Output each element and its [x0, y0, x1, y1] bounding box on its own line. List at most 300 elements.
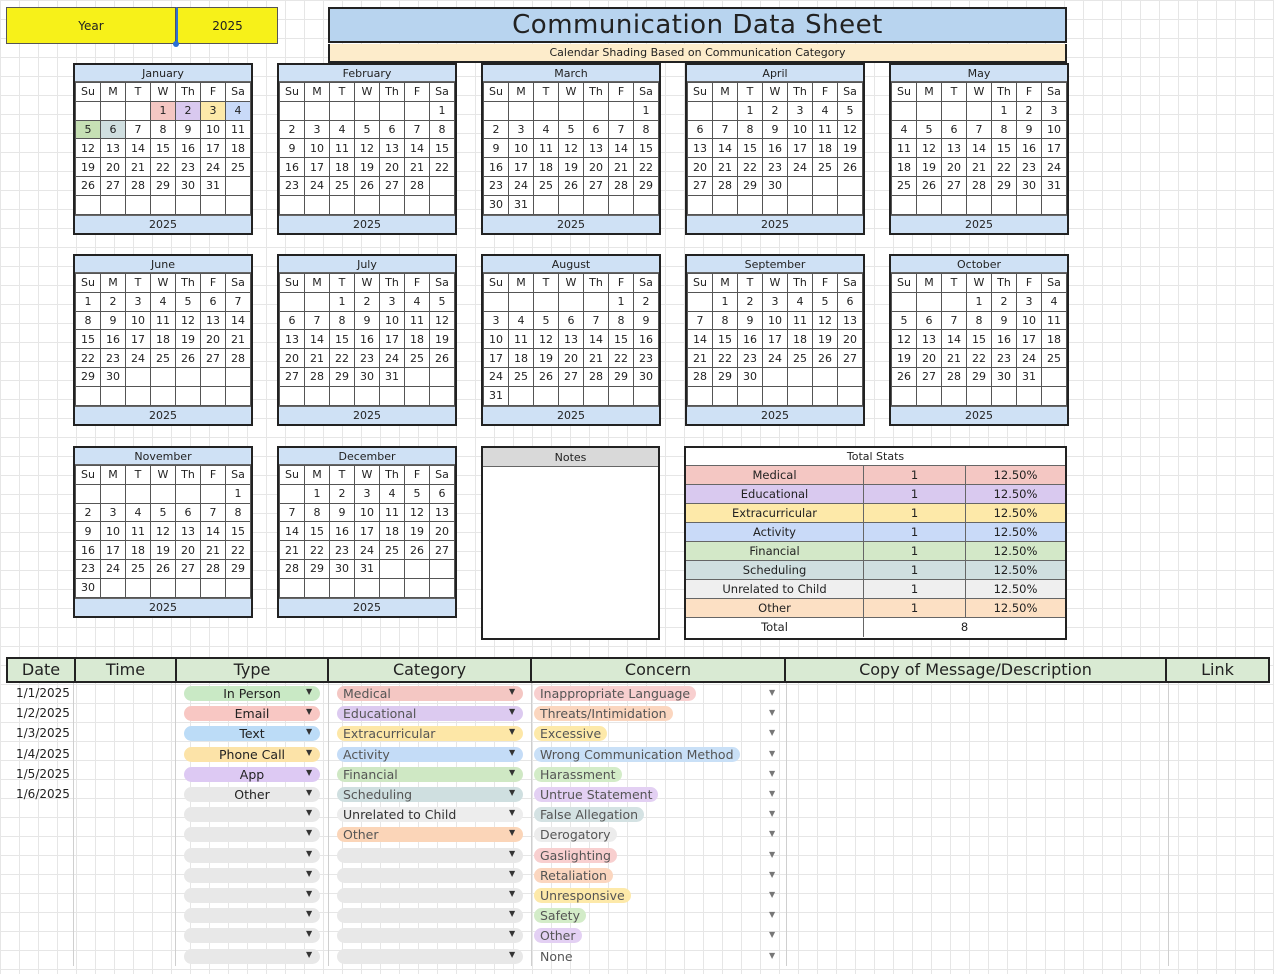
calendar-day-empty[interactable] — [305, 292, 330, 311]
category-dropdown[interactable] — [337, 827, 523, 842]
calendar-day[interactable]: 27 — [280, 367, 305, 386]
calendar-day[interactable]: 19 — [559, 158, 584, 177]
category-dropdown[interactable] — [337, 888, 523, 903]
calendar-day[interactable]: 26 — [559, 176, 584, 195]
calendar-day[interactable]: 29 — [305, 559, 330, 578]
type-dropdown[interactable] — [184, 706, 320, 721]
calendar-day[interactable]: 25 — [1042, 349, 1067, 368]
chevron-down-icon[interactable]: ▼ — [509, 808, 516, 818]
calendar-day[interactable]: 9 — [176, 120, 201, 139]
calendar-day[interactable]: 24 — [305, 176, 330, 195]
log-row[interactable] — [6, 824, 1270, 844]
calendar-day[interactable]: 18 — [330, 158, 355, 177]
calendar-day[interactable]: 10 — [380, 311, 405, 330]
chevron-down-icon[interactable]: ▼ — [509, 788, 516, 797]
calendar-day[interactable]: 7 — [280, 503, 305, 522]
chevron-down-icon[interactable]: ▼ — [509, 848, 516, 858]
calendar-day-empty[interactable] — [942, 195, 967, 214]
calendar-day[interactable]: 23 — [763, 158, 788, 177]
calendar-day[interactable]: 20 — [380, 158, 405, 177]
calendar-day[interactable]: 4 — [226, 101, 251, 120]
calendar-day-empty[interactable] — [967, 195, 992, 214]
calendar-day[interactable]: 5 — [559, 120, 584, 139]
calendar-day-empty[interactable] — [280, 484, 305, 503]
calendar-day[interactable]: 7 — [609, 120, 634, 139]
calendar-day[interactable]: 22 — [609, 349, 634, 368]
calendar-day[interactable]: 16 — [634, 330, 659, 349]
calendar-day[interactable]: 19 — [917, 158, 942, 177]
concern-chip[interactable] — [534, 928, 582, 943]
calendar-day[interactable]: 8 — [76, 311, 101, 330]
type-dropdown[interactable] — [184, 767, 320, 782]
calendar-day[interactable]: 8 — [967, 311, 992, 330]
calendar-day[interactable]: 24 — [1017, 349, 1042, 368]
calendar-day[interactable]: 1 — [76, 292, 101, 311]
calendar-day-empty[interactable] — [380, 101, 405, 120]
log-date[interactable]: 1/1/2025 — [16, 686, 70, 700]
calendar-day[interactable]: 6 — [559, 311, 584, 330]
calendar-day[interactable]: 27 — [838, 349, 863, 368]
calendar-day-empty[interactable] — [738, 386, 763, 405]
calendar-day[interactable]: 21 — [967, 158, 992, 177]
chevron-down-icon[interactable]: ▼ — [306, 848, 313, 858]
chevron-down-icon[interactable]: ▼ — [769, 708, 776, 718]
calendar-day[interactable]: 23 — [280, 176, 305, 195]
chevron-down-icon[interactable]: ▼ — [306, 889, 313, 898]
calendar-day[interactable]: 10 — [101, 522, 126, 541]
calendar-day[interactable]: 19 — [76, 158, 101, 177]
concern-chip[interactable] — [534, 726, 607, 741]
calendar-day[interactable]: 29 — [992, 176, 1017, 195]
calendar-day[interactable]: 27 — [176, 559, 201, 578]
concern-chip[interactable] — [534, 807, 644, 822]
chevron-down-icon[interactable]: ▼ — [769, 910, 776, 920]
calendar-day[interactable]: 6 — [838, 292, 863, 311]
calendar-day[interactable]: 6 — [430, 484, 455, 503]
calendar-day[interactable]: 19 — [176, 330, 201, 349]
calendar-day[interactable]: 12 — [76, 139, 101, 158]
calendar-day-empty[interactable] — [330, 195, 355, 214]
calendar-day[interactable]: 29 — [967, 367, 992, 386]
calendar-day[interactable]: 24 — [1042, 158, 1067, 177]
log-date[interactable] — [16, 905, 76, 925]
calendar-day[interactable]: 25 — [380, 541, 405, 560]
calendar-day[interactable]: 13 — [101, 139, 126, 158]
calendar-day-empty[interactable] — [330, 101, 355, 120]
chevron-down-icon[interactable]: ▼ — [769, 809, 776, 819]
calendar-day[interactable]: 15 — [76, 330, 101, 349]
calendar-day[interactable]: 27 — [942, 176, 967, 195]
calendar-day[interactable]: 10 — [201, 120, 226, 139]
calendar-day-empty[interactable] — [101, 484, 126, 503]
calendar-day-empty[interactable] — [584, 386, 609, 405]
log-row[interactable] — [6, 744, 1270, 764]
calendar-day[interactable]: 15 — [430, 139, 455, 158]
calendar-day[interactable]: 28 — [226, 349, 251, 368]
calendar-day-empty[interactable] — [280, 101, 305, 120]
calendar-day[interactable]: 7 — [126, 120, 151, 139]
calendar-day-empty[interactable] — [101, 195, 126, 214]
calendar-day-empty[interactable] — [76, 386, 101, 405]
calendar-day-empty[interactable] — [763, 367, 788, 386]
calendar-day[interactable]: 9 — [763, 120, 788, 139]
calendar-day-empty[interactable] — [405, 559, 430, 578]
calendar-day-empty[interactable] — [763, 386, 788, 405]
calendar-day[interactable]: 17 — [380, 330, 405, 349]
calendar-day-empty[interactable] — [688, 386, 713, 405]
calendar-day[interactable]: 28 — [405, 176, 430, 195]
calendar-day[interactable]: 12 — [176, 311, 201, 330]
calendar-day[interactable]: 29 — [151, 176, 176, 195]
type-dropdown[interactable] — [184, 888, 320, 903]
concern-chip[interactable] — [534, 767, 622, 782]
calendar-day-empty[interactable] — [1042, 367, 1067, 386]
calendar-day[interactable]: 5 — [813, 292, 838, 311]
calendar-day[interactable]: 17 — [126, 330, 151, 349]
calendar-day-empty[interactable] — [176, 578, 201, 597]
chevron-down-icon[interactable]: ▼ — [509, 747, 516, 757]
calendar-day-empty[interactable] — [226, 578, 251, 597]
calendar-day-empty[interactable] — [201, 578, 226, 597]
calendar-day-empty[interactable] — [788, 367, 813, 386]
calendar-day[interactable]: 2 — [738, 292, 763, 311]
calendar-day-empty[interactable] — [813, 195, 838, 214]
calendar-day-empty[interactable] — [534, 386, 559, 405]
calendar-day[interactable]: 4 — [330, 120, 355, 139]
calendar-day[interactable]: 12 — [559, 139, 584, 158]
calendar-day[interactable]: 10 — [509, 139, 534, 158]
calendar-day[interactable]: 13 — [942, 139, 967, 158]
calendar-day[interactable]: 16 — [355, 330, 380, 349]
calendar-day[interactable]: 20 — [559, 349, 584, 368]
calendar-day[interactable]: 5 — [917, 120, 942, 139]
log-date[interactable]: 1/5/2025 — [16, 766, 70, 781]
type-dropdown[interactable] — [184, 848, 320, 863]
calendar-day-empty[interactable] — [813, 386, 838, 405]
calendar-day-empty[interactable] — [838, 367, 863, 386]
calendar-day-empty[interactable] — [609, 195, 634, 214]
calendar-day[interactable]: 24 — [126, 349, 151, 368]
calendar-day[interactable]: 15 — [992, 139, 1017, 158]
calendar-day[interactable]: 14 — [942, 330, 967, 349]
calendar-day[interactable]: 17 — [484, 349, 509, 368]
calendar-day[interactable]: 31 — [201, 176, 226, 195]
calendar-day[interactable]: 11 — [813, 120, 838, 139]
calendar-day[interactable]: 14 — [609, 139, 634, 158]
calendar-day[interactable]: 12 — [151, 522, 176, 541]
category-dropdown[interactable] — [337, 908, 523, 923]
chevron-down-icon[interactable]: ▼ — [769, 890, 776, 899]
calendar-day-empty[interactable] — [713, 195, 738, 214]
log-row[interactable] — [6, 784, 1270, 804]
calendar-day[interactable]: 31 — [380, 367, 405, 386]
calendar-day[interactable]: 3 — [201, 101, 226, 120]
calendar-day[interactable]: 18 — [226, 139, 251, 158]
calendar-day[interactable]: 9 — [101, 311, 126, 330]
calendar-day[interactable]: 21 — [942, 349, 967, 368]
calendar-day[interactable]: 19 — [405, 522, 430, 541]
type-dropdown[interactable] — [184, 908, 320, 923]
chevron-down-icon[interactable]: ▼ — [306, 949, 313, 959]
calendar-day-empty[interactable] — [126, 386, 151, 405]
calendar-day-empty[interactable] — [126, 367, 151, 386]
concern-chip[interactable] — [534, 706, 673, 721]
type-dropdown[interactable] — [184, 807, 320, 822]
calendar-day[interactable]: 9 — [1017, 120, 1042, 139]
calendar-day[interactable]: 8 — [305, 503, 330, 522]
calendar-day[interactable]: 11 — [226, 120, 251, 139]
calendar-day[interactable]: 24 — [509, 176, 534, 195]
calendar-day[interactable]: 19 — [151, 541, 176, 560]
type-dropdown[interactable] — [184, 949, 320, 964]
calendar-day-empty[interactable] — [559, 195, 584, 214]
calendar-day-empty[interactable] — [1017, 386, 1042, 405]
calendar-day-empty[interactable] — [176, 484, 201, 503]
chevron-down-icon[interactable]: ▼ — [769, 930, 776, 940]
calendar-day[interactable]: 16 — [101, 330, 126, 349]
calendar-day-empty[interactable] — [609, 101, 634, 120]
calendar-day-empty[interactable] — [76, 195, 101, 214]
calendar-day[interactable]: 15 — [151, 139, 176, 158]
calendar-day[interactable]: 21 — [226, 330, 251, 349]
calendar-day-empty[interactable] — [380, 578, 405, 597]
concern-chip[interactable] — [534, 868, 613, 883]
calendar-day[interactable]: 12 — [838, 120, 863, 139]
calendar-day[interactable]: 7 — [201, 503, 226, 522]
calendar-day[interactable]: 6 — [584, 120, 609, 139]
calendar-day[interactable]: 13 — [201, 311, 226, 330]
calendar-day[interactable]: 5 — [355, 120, 380, 139]
calendar-day[interactable]: 3 — [1017, 292, 1042, 311]
calendar-day[interactable]: 31 — [1017, 367, 1042, 386]
calendar-day[interactable]: 21 — [280, 541, 305, 560]
calendar-day[interactable]: 24 — [355, 541, 380, 560]
calendar-day[interactable]: 3 — [101, 503, 126, 522]
calendar-day-empty[interactable] — [76, 484, 101, 503]
calendar-day[interactable]: 1 — [738, 101, 763, 120]
calendar-day-empty[interactable] — [176, 195, 201, 214]
calendar-day-empty[interactable] — [509, 292, 534, 311]
calendar-day[interactable]: 19 — [813, 330, 838, 349]
calendar-day[interactable]: 21 — [201, 541, 226, 560]
calendar-day[interactable]: 24 — [201, 158, 226, 177]
calendar-day[interactable]: 16 — [484, 158, 509, 177]
calendar-day[interactable]: 5 — [838, 101, 863, 120]
calendar-day-empty[interactable] — [201, 367, 226, 386]
calendar-day[interactable]: 7 — [305, 311, 330, 330]
chevron-down-icon[interactable]: ▼ — [306, 929, 313, 939]
calendar-day[interactable]: 20 — [176, 541, 201, 560]
calendar-day[interactable]: 27 — [917, 367, 942, 386]
calendar-day[interactable]: 1 — [226, 484, 251, 503]
calendar-day[interactable]: 3 — [788, 101, 813, 120]
log-date[interactable] — [16, 824, 76, 844]
calendar-day[interactable]: 25 — [788, 349, 813, 368]
calendar-day-empty[interactable] — [838, 386, 863, 405]
calendar-day[interactable]: 30 — [763, 176, 788, 195]
calendar-day[interactable]: 14 — [405, 139, 430, 158]
calendar-day-empty[interactable] — [355, 101, 380, 120]
calendar-day[interactable]: 25 — [151, 349, 176, 368]
calendar-day[interactable]: 7 — [942, 311, 967, 330]
calendar-day[interactable]: 5 — [151, 503, 176, 522]
calendar-day[interactable]: 12 — [430, 311, 455, 330]
calendar-day[interactable]: 14 — [280, 522, 305, 541]
calendar-day[interactable]: 11 — [330, 139, 355, 158]
calendar-day[interactable]: 20 — [917, 349, 942, 368]
calendar-day-empty[interactable] — [584, 101, 609, 120]
calendar-day[interactable]: 30 — [330, 559, 355, 578]
calendar-day[interactable]: 15 — [305, 522, 330, 541]
calendar-day[interactable]: 18 — [813, 139, 838, 158]
calendar-day[interactable]: 29 — [330, 367, 355, 386]
calendar-day[interactable]: 7 — [226, 292, 251, 311]
calendar-day[interactable]: 22 — [151, 158, 176, 177]
calendar-day[interactable]: 18 — [1042, 330, 1067, 349]
calendar-day[interactable]: 8 — [738, 120, 763, 139]
calendar-day[interactable]: 14 — [713, 139, 738, 158]
type-dropdown[interactable] — [184, 686, 320, 701]
calendar-day[interactable]: 4 — [509, 311, 534, 330]
calendar-day-empty[interactable] — [430, 176, 455, 195]
calendar-day[interactable]: 29 — [76, 367, 101, 386]
calendar-day[interactable]: 8 — [992, 120, 1017, 139]
calendar-day[interactable]: 29 — [226, 559, 251, 578]
type-dropdown[interactable] — [184, 928, 320, 943]
calendar-day-empty[interactable] — [430, 578, 455, 597]
category-dropdown[interactable] — [337, 807, 523, 822]
calendar-day[interactable]: 13 — [280, 330, 305, 349]
calendar-day-empty[interactable] — [151, 195, 176, 214]
calendar-day[interactable]: 22 — [738, 158, 763, 177]
chevron-down-icon[interactable]: ▼ — [306, 788, 313, 797]
calendar-day-empty[interactable] — [967, 101, 992, 120]
calendar-day[interactable]: 20 — [688, 158, 713, 177]
calendar-day[interactable]: 16 — [1017, 139, 1042, 158]
category-dropdown[interactable] — [337, 706, 523, 721]
year-label-cell[interactable] — [6, 7, 176, 44]
calendar-day[interactable]: 18 — [788, 330, 813, 349]
calendar-day-empty[interactable] — [634, 195, 659, 214]
calendar-day[interactable]: 15 — [330, 330, 355, 349]
calendar-day-empty[interactable] — [609, 386, 634, 405]
calendar-day[interactable]: 20 — [838, 330, 863, 349]
calendar-day[interactable]: 10 — [484, 330, 509, 349]
calendar-day[interactable]: 11 — [380, 503, 405, 522]
category-dropdown[interactable] — [337, 686, 523, 701]
calendar-day[interactable]: 24 — [101, 559, 126, 578]
calendar-day[interactable]: 31 — [509, 195, 534, 214]
calendar-day[interactable]: 3 — [1042, 101, 1067, 120]
calendar-day-empty[interactable] — [788, 176, 813, 195]
calendar-day[interactable]: 22 — [634, 158, 659, 177]
log-row[interactable] — [6, 845, 1270, 865]
category-dropdown[interactable] — [337, 868, 523, 883]
calendar-day[interactable]: 28 — [609, 176, 634, 195]
calendar-day[interactable]: 13 — [380, 139, 405, 158]
chevron-down-icon[interactable]: ▼ — [306, 828, 313, 838]
calendar-day[interactable]: 13 — [838, 311, 863, 330]
calendar-day-empty[interactable] — [355, 195, 380, 214]
calendar-day[interactable]: 2 — [330, 484, 355, 503]
chevron-down-icon[interactable]: ▼ — [306, 707, 313, 717]
calendar-day-empty[interactable] — [484, 292, 509, 311]
chevron-down-icon[interactable]: ▼ — [306, 868, 313, 878]
calendar-day[interactable]: 2 — [992, 292, 1017, 311]
calendar-day[interactable]: 4 — [813, 101, 838, 120]
calendar-day[interactable]: 4 — [151, 292, 176, 311]
calendar-day[interactable]: 14 — [688, 330, 713, 349]
calendar-day-empty[interactable] — [380, 559, 405, 578]
calendar-day-empty[interactable] — [305, 386, 330, 405]
calendar-day[interactable]: 14 — [584, 330, 609, 349]
calendar-day-empty[interactable] — [584, 292, 609, 311]
calendar-day[interactable]: 23 — [992, 349, 1017, 368]
calendar-day-empty[interactable] — [430, 559, 455, 578]
calendar-day[interactable]: 13 — [559, 330, 584, 349]
type-dropdown[interactable] — [184, 827, 320, 842]
calendar-day[interactable]: 26 — [892, 367, 917, 386]
calendar-day[interactable]: 23 — [1017, 158, 1042, 177]
calendar-day[interactable]: 19 — [534, 349, 559, 368]
concern-chip[interactable] — [534, 827, 617, 842]
calendar-day-empty[interactable] — [534, 101, 559, 120]
calendar-day[interactable]: 16 — [76, 541, 101, 560]
calendar-day[interactable]: 15 — [967, 330, 992, 349]
chevron-down-icon[interactable]: ▼ — [509, 868, 516, 878]
calendar-day[interactable]: 20 — [942, 158, 967, 177]
calendar-day-empty[interactable] — [305, 101, 330, 120]
calendar-day[interactable]: 18 — [405, 330, 430, 349]
calendar-day[interactable]: 28 — [942, 367, 967, 386]
log-date[interactable]: 1/3/2025 — [16, 726, 70, 741]
year-value-cell[interactable] — [176, 7, 278, 44]
log-date[interactable] — [16, 865, 76, 885]
category-dropdown[interactable] — [337, 767, 523, 782]
calendar-day[interactable]: 13 — [917, 330, 942, 349]
calendar-day-empty[interactable] — [484, 101, 509, 120]
log-row[interactable] — [6, 683, 1270, 703]
calendar-day[interactable]: 28 — [584, 367, 609, 386]
calendar-day[interactable]: 28 — [967, 176, 992, 195]
log-date[interactable]: 1/4/2025 — [16, 746, 70, 761]
calendar-day-empty[interactable] — [226, 367, 251, 386]
calendar-day-empty[interactable] — [992, 195, 1017, 214]
calendar-day[interactable]: 1 — [609, 292, 634, 311]
calendar-day-empty[interactable] — [559, 386, 584, 405]
calendar-day[interactable]: 11 — [788, 311, 813, 330]
calendar-day[interactable]: 6 — [280, 311, 305, 330]
calendar-day[interactable]: 26 — [405, 541, 430, 560]
calendar-day[interactable]: 5 — [405, 484, 430, 503]
calendar-day-empty[interactable] — [559, 101, 584, 120]
calendar-day-empty[interactable] — [509, 386, 534, 405]
calendar-day[interactable]: 25 — [126, 559, 151, 578]
calendar-day[interactable]: 24 — [763, 349, 788, 368]
chevron-down-icon[interactable]: ▼ — [769, 829, 776, 839]
calendar-day[interactable]: 7 — [713, 120, 738, 139]
type-dropdown[interactable] — [184, 787, 320, 802]
log-date[interactable] — [16, 845, 76, 865]
calendar-day[interactable]: 9 — [484, 139, 509, 158]
calendar-day-empty[interactable] — [226, 195, 251, 214]
calendar-day[interactable]: 4 — [126, 503, 151, 522]
calendar-day[interactable]: 21 — [305, 349, 330, 368]
calendar-day[interactable]: 6 — [101, 120, 126, 139]
calendar-day[interactable]: 13 — [176, 522, 201, 541]
calendar-day-empty[interactable] — [917, 292, 942, 311]
calendar-day[interactable]: 3 — [484, 311, 509, 330]
